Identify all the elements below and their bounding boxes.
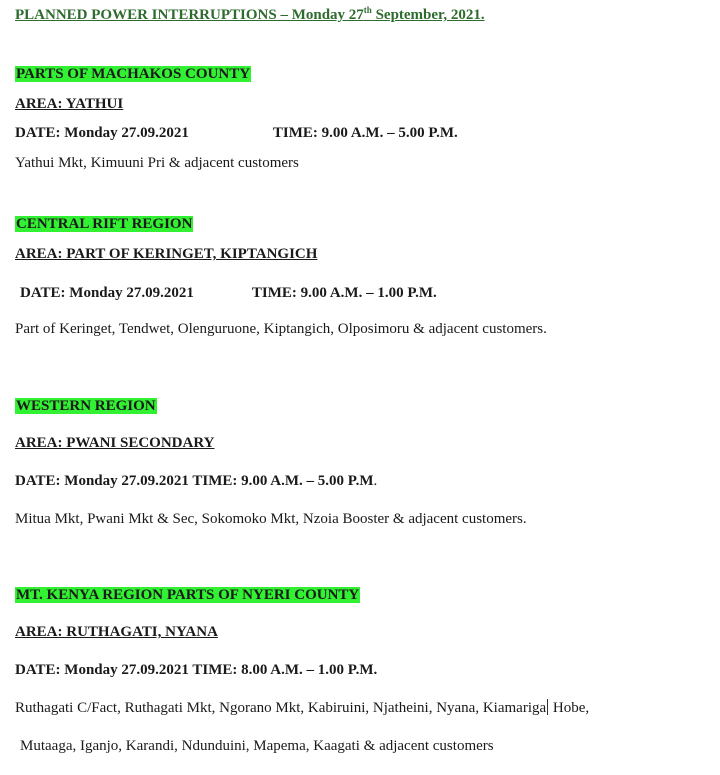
customers-text-2: Part of Keringet, Tendwet, Olenguruone, Kiptangich, Olposimoru & adjacent customers. (15, 321, 547, 337)
region-heading-4 (15, 586, 360, 604)
date-text: DATE: Monday 27.09.2021 (15, 125, 189, 141)
area-heading-2: AREA: PART OF KERINGET, KIPTANGICH (15, 246, 318, 262)
region-heading-3 (15, 397, 157, 415)
title-text: PLANNED POWER INTERRUPTIONS – Monday 27 (15, 7, 364, 23)
date-time-line-3 (15, 472, 377, 490)
region-highlight: PARTS OF MACHAKOS COUNTY (16, 66, 251, 82)
customers-text-3: Mitua Mkt, Pwani Mkt & Sec, Sokomoko Mkt, Nzoia Booster & adjacent customers. (15, 511, 527, 527)
region-highlight: MT. KENYA REGION PARTS OF NYERI COUNTY (16, 587, 360, 603)
region-highlight: CENTRAL RIFT REGION (16, 216, 193, 232)
area-heading-3: AREA: PWANI SECONDARY (15, 435, 215, 451)
customers-text: Hobe, (549, 700, 590, 716)
customers-text-4b: Mutaaga, Iganjo, Karandi, Ndunduini, Mapema, Kaagati & adjacent customers (20, 738, 494, 754)
text-cursor (547, 699, 548, 715)
region-highlight: WESTERN REGION (16, 398, 156, 414)
time-text: TIME: 9.00 A.M. – 1.00 P.M. (251, 285, 437, 301)
title-superscript: th (363, 5, 372, 15)
date-time-line-2 (20, 284, 437, 302)
time-text: TIME: 9.00 A.M. – 5.00 P.M. (272, 125, 458, 141)
title-text-end: September, 2021. (371, 7, 485, 23)
customers-text: Ruthagati C/Fact, Ruthagati Mkt, Ngorano Mkt, Kabiruini, Njatheini, Nyana, Kiamariga (15, 700, 547, 716)
customers-text-1: Yathui Mkt, Kimuuni Pri & adjacent customers (15, 155, 299, 171)
date-period: . (373, 473, 378, 489)
area-heading-4: AREA: RUTHAGATI, NYANA (15, 624, 218, 640)
region-heading-2 (15, 215, 193, 233)
date-text: DATE: Monday 27.09.2021 (20, 285, 194, 301)
region-heading-1 (15, 65, 251, 83)
date-text: DATE: Monday 27.09.2021 TIME: 9.00 A.M. – 5.00 P.M (15, 473, 374, 489)
area-heading-1: AREA: YATHUI (15, 96, 124, 112)
date-time-line-1 (15, 124, 458, 142)
customers-text-4a (15, 699, 589, 717)
date-time-line-4: DATE: Monday 27.09.2021 TIME: 8.00 A.M. – 1.00 P.M. (15, 662, 378, 678)
page-title (15, 6, 485, 24)
